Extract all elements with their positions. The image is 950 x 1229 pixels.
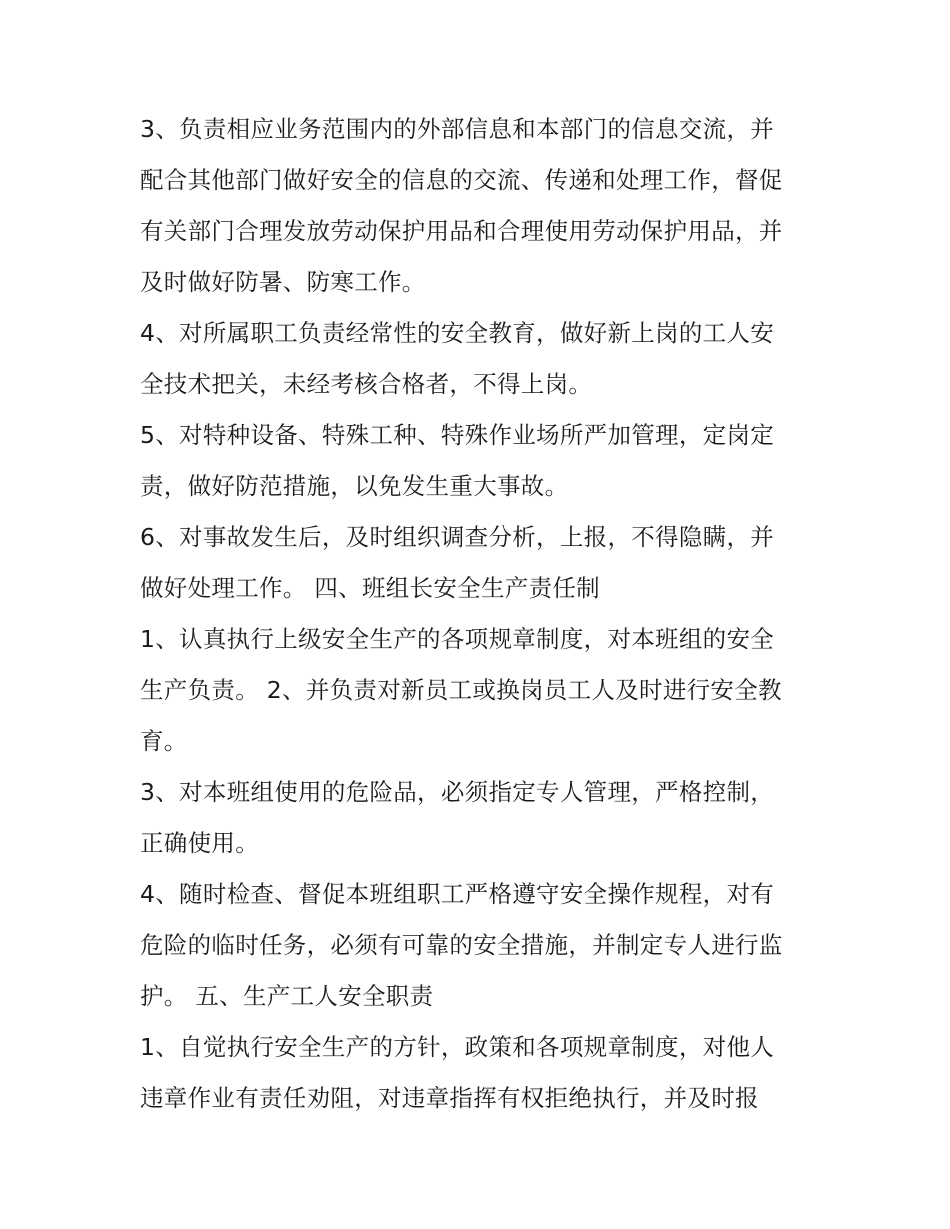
- text-line: 4、随时检查、督促本班组职工严格遵守安全操作规程，对有: [140, 880, 775, 908]
- text-line: 违章作业有责任劝阻，对违章指挥有权拒绝执行，并及时报: [140, 1084, 759, 1112]
- text-line: 危险的临时任务，必须有可靠的安全措施，并制定专人进行监: [140, 931, 783, 959]
- text-line: 配合其他部门做好安全的信息的交流、传递和处理工作，督促: [140, 166, 783, 194]
- text-line: 生产负责。 2、并负责对新员工或换岗员工人及时进行安全教: [140, 676, 782, 704]
- text-line: 育。: [140, 727, 188, 755]
- text-line: 做好处理工作。 四、班组长安全生产责任制: [140, 574, 600, 602]
- text-line: 及时做好防暑、防寒工作。: [140, 268, 426, 296]
- text-line: 有关部门合理发放劳动保护用品和合理使用劳动保护用品，并: [140, 217, 783, 245]
- text-line: 3、负责相应业务范围内的外部信息和本部门的信息交流，并: [140, 115, 775, 143]
- text-line: 6、对事故发生后，及时组织调查分析，上报，不得隐瞒，并: [140, 523, 775, 551]
- text-line: 责，做好防范措施，以免发生重大事故。: [140, 472, 569, 500]
- text-line: 正确使用。: [140, 829, 259, 857]
- document-body: [140, 104, 820, 1124]
- text-line: 1、自觉执行安全生产的方针，政策和各项规章制度，对他人: [140, 1033, 775, 1061]
- text-line: 全技术把关，未经考核合格者，不得上岗。: [140, 370, 593, 398]
- text-line: 1、认真执行上级安全生产的各项规章制度，对本班组的安全: [140, 625, 775, 653]
- text-line: 5、对特种设备、特殊工种、特殊作业场所严加管理，定岗定: [140, 421, 775, 449]
- text-line: 护。 五、生产工人安全职责: [140, 982, 434, 1010]
- text-line: 3、对本班组使用的危险品，必须指定专人管理，严格控制，: [140, 778, 775, 806]
- text-line: 4、对所属职工负责经常性的安全教育，做好新上岗的工人安: [140, 319, 775, 347]
